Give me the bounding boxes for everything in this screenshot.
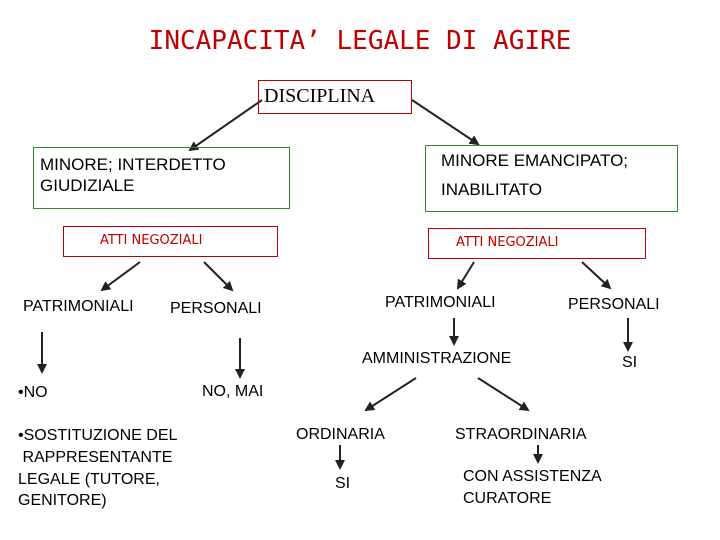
right-personali-answer: SI: [622, 354, 638, 371]
arrow-atti-right-patrimoniali: [458, 262, 474, 288]
left-patrimoniali: PATRIMONIALI: [23, 298, 134, 315]
right-heading-line-2: INABILITATO: [441, 180, 543, 199]
arrow-atti-left-patrimoniali: [102, 262, 140, 290]
left-atti-label: ATTI NEGOZIALI: [100, 233, 203, 248]
right-amministrazione: AMMINISTRAZIONE: [362, 350, 512, 367]
left-note-line-4: GENITORE): [18, 492, 107, 509]
right-patrimoniali: PATRIMONIALI: [385, 294, 496, 311]
left-patrimoniali-answer: •NO: [18, 384, 48, 401]
arrow-amministrazione-straordinaria: [478, 378, 528, 410]
right-ordinaria-answer: SI: [335, 475, 351, 492]
arrow-atti-right-personali: [582, 262, 610, 288]
diagram-title: INCAPACITA’ LEGALE DI AGIRE: [148, 26, 572, 56]
left-note-line-3: LEGALE (TUTORE,: [18, 471, 160, 488]
arrow-root-right: [412, 100, 478, 144]
left-heading-line-2: GIUDIZIALE: [40, 176, 135, 195]
right-straordinaria-answer-line-2: CURATORE: [463, 490, 552, 507]
right-ordinaria: ORDINARIA: [296, 426, 385, 443]
right-straordinaria: STRAORDINARIA: [455, 426, 587, 443]
arrow-amministrazione-ordinaria: [366, 378, 416, 410]
left-note-line-2: RAPPRESENTANTE: [18, 449, 173, 466]
left-heading-line-1: MINORE; INTERDETTO: [40, 155, 226, 174]
root-label: DISCIPLINA: [264, 85, 376, 107]
right-heading-line-1: MINORE EMANCIPATO;: [441, 151, 629, 170]
right-atti-label: ATTI NEGOZIALI: [456, 235, 559, 250]
arrow-root-left: [190, 100, 262, 150]
left-personali-answer: NO, MAI: [202, 383, 264, 400]
arrow-atti-left-personali: [204, 262, 232, 290]
left-note-line-1: •SOSTITUZIONE DEL: [18, 427, 178, 444]
right-straordinaria-answer-line-1: CON ASSISTENZA: [463, 468, 602, 485]
right-personali: PERSONALI: [568, 296, 660, 313]
left-personali: PERSONALI: [170, 300, 262, 317]
